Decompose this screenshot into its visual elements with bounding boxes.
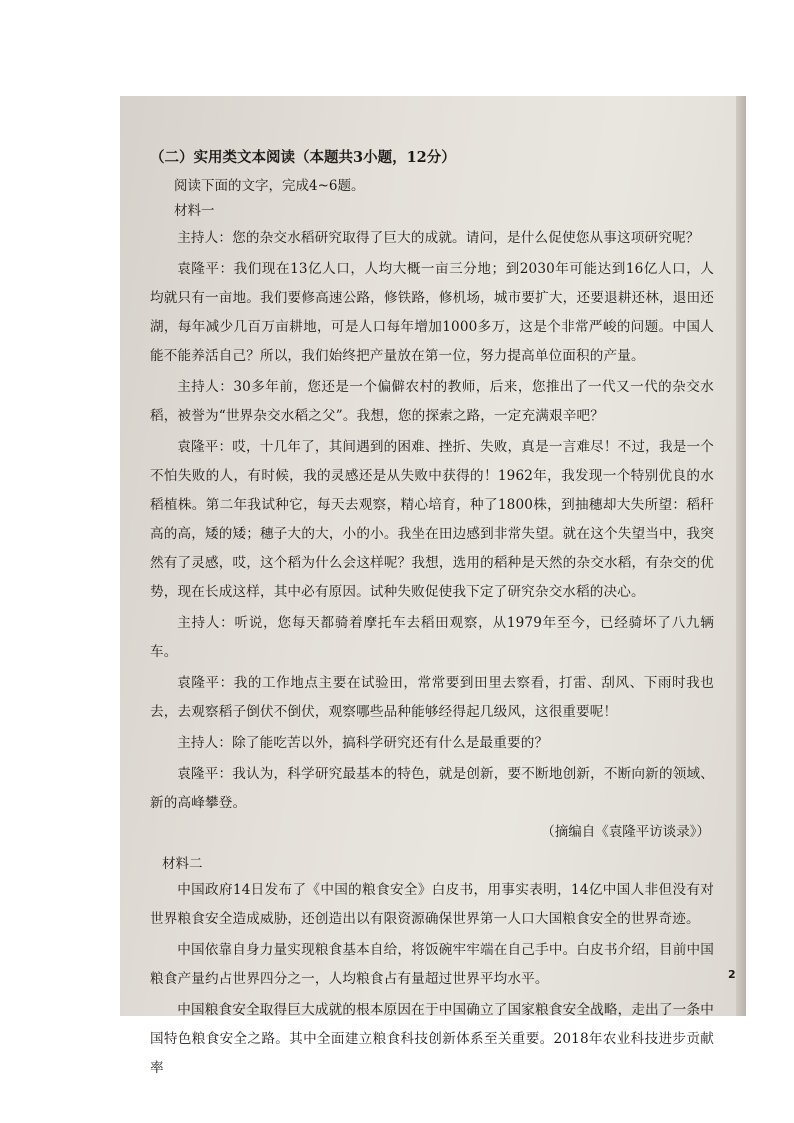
interview-paragraph: 主持人：您的杂交水稻研究取得了巨大的成就。请问，是什么促使您从事这项研究呢？	[177, 230, 700, 246]
interview-paragraph: 主持人：30多年前，您还是一个偏僻农村的教师，后来，您推出了一代又一代的杂交水稻，被誉为“世界杂交水稻之父”。我想，您的探索之路，一定充满艰辛吧？	[150, 379, 714, 424]
interview-paragraph: 袁隆平：我们现在13亿人口，人均大概一亩三分地；到2030年可能达到16亿人口，人均就只有一亩地。我们要修高速公路，修铁路，修机场，城市要扩大，还要退耕还林，退田还湖，每年减少几百万亩耕地，可是人口每年增加1000多万，这是个非常严峻的问题。中国人能不能养活自己？所以，我们始终把产量放在第一位，努力提高单位面积的产量。	[150, 261, 714, 364]
interview-paragraph: 主持人：除了能吃苦以外，搞科学研究还有什么是最重要的？	[177, 735, 549, 751]
interview-paragraph: 袁隆平：我的工作地点主要在试验田，常常要到田里去察看，打雷、刮风、下雨时我也去，去观察稻子倒伏不倒伏，观察哪些品种能够经得起几级风，这很重要呢！	[150, 675, 714, 720]
page-number: 2	[728, 968, 736, 981]
article-paragraph: 中国政府14日发布了《中国的粮食安全》白皮书，用事实表明，14亿中国人非但没有对世界粮食安全造成威胁，还创造出以有限资源确保世界第一人口大国粮食安全的世界奇迹。	[150, 882, 714, 927]
instruction-text: 阅读下面的文字，完成4~6题。	[174, 178, 365, 194]
article-paragraph: 中国粮食安全取得巨大成就的根本原因在于中国确立了国家粮食安全战略，走出了一条中国特色粮食安全之路。其中全面建立粮食科技创新体系至关重要。2018年农业科技进步贡献率	[150, 1002, 714, 1076]
article-paragraph: 中国依靠自身力量实现粮食基本自给，将饭碗牢牢端在自己手中。白皮书介绍，目前中国粮食产量约占世界四分之一，人均粮食占有量超过世界平均水平。	[150, 942, 714, 987]
interview-paragraph: 主持人：听说，您每天都骑着摩托车去稻田观察，从1979年至今，已经骑坏了八九辆车。	[150, 615, 714, 660]
interview-paragraph: 袁隆平：哎，十几年了，其间遇到的困难、挫折、失败，真是一言难尽！不过，我是一个不怕失败的人，有时候，我的灵感还是从失败中获得的！1962年，我发现一个特别优良的水稻植株。第二年我试种它，每天去观察，精心培育，种了1800株，到抽穗却大失所望：稻秆高的高，矮的矮；穗子大的大，小的小。我坐在田边感到非常失望。就在这个失望当中，我突然有了灵感，哎，这个稻为什么会这样呢？我想，选用的稻种是天然的杂交水稻，有杂交的优势，现在长成这样，其中必有原因。试种失败促使我下定了研究杂交水稻的决心。	[150, 439, 714, 600]
material-one-source: （摘编自《袁隆平访谈录》）	[541, 824, 710, 840]
material-one-label: 材料一	[174, 203, 215, 219]
scanned-page-photo	[120, 96, 746, 1076]
interview-paragraph: 袁隆平：我认为，科学研究最基本的特色，就是创新，要不断地创新，不断向新的领域、新的高峰攀登。	[150, 766, 714, 811]
section-title: （二）实用类文本阅读（本题共3小题，12分）	[150, 149, 456, 166]
material-two-label: 材料二	[162, 856, 203, 872]
reading-section	[136, 148, 714, 1085]
page-edge-shadow	[736, 96, 746, 1016]
